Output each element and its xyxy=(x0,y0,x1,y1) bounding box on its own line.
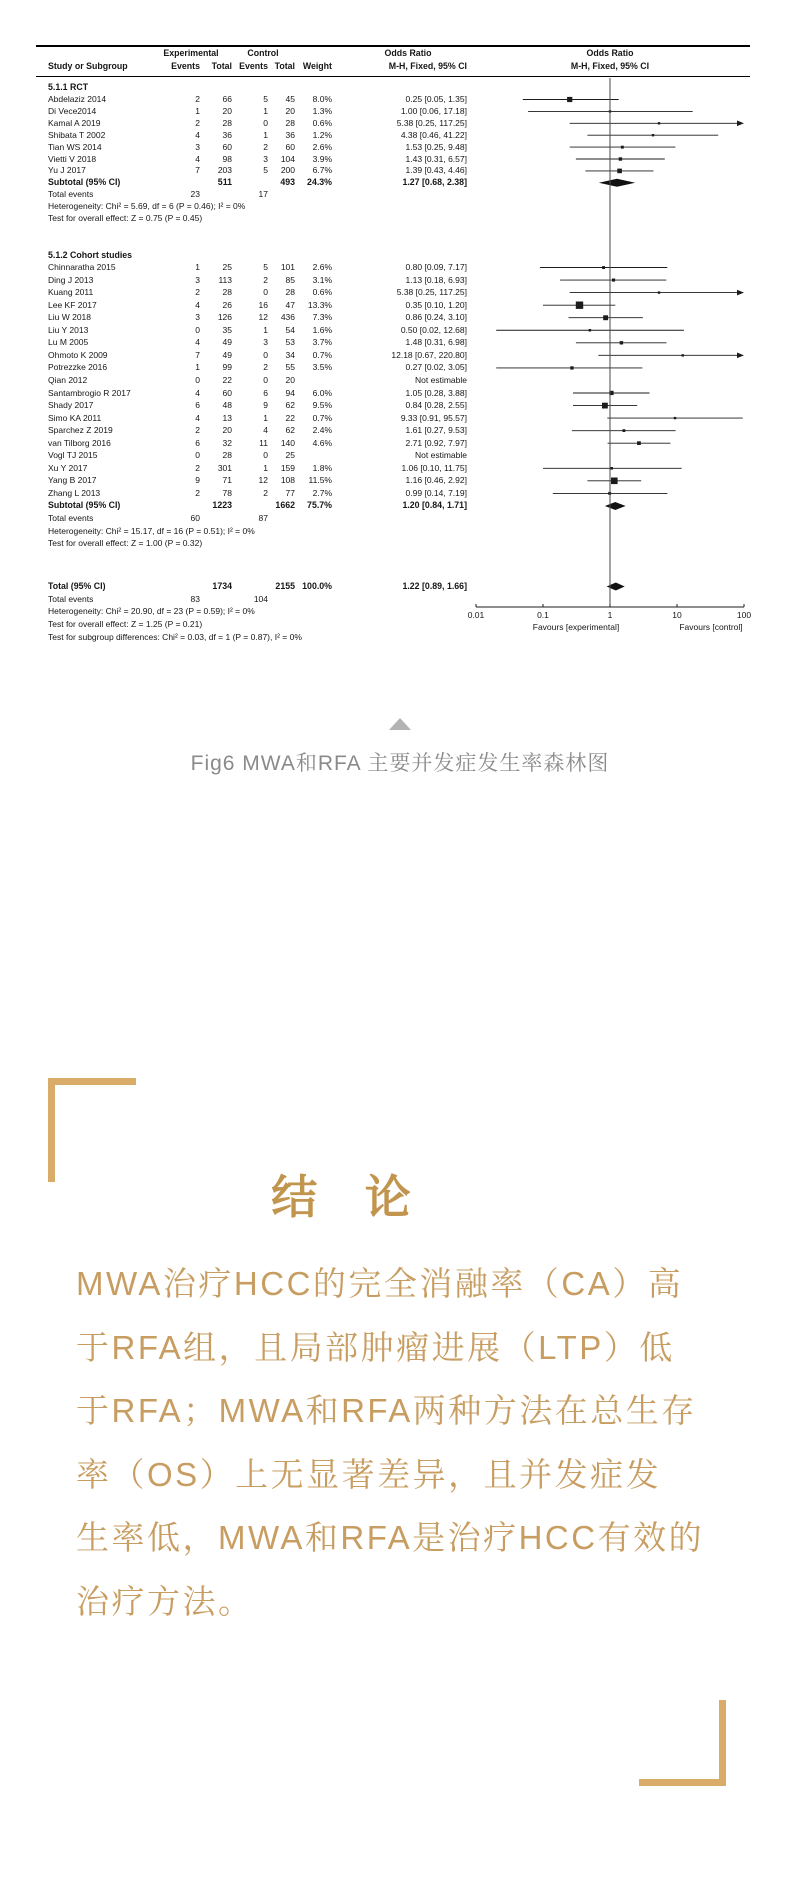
forest-cell: 3 xyxy=(195,141,200,152)
study-name: Shibata T 2002 xyxy=(48,129,106,140)
forest-cell: 20 xyxy=(285,374,295,385)
forest-cell: 87 xyxy=(258,513,268,523)
ci-text: 2.71 [0.92, 7.97] xyxy=(405,437,467,448)
forest-test-row xyxy=(36,619,750,630)
study-name: Ding J 2013 xyxy=(48,274,94,285)
forest-cell: 2.6% xyxy=(312,141,332,152)
forest-cell: 71 xyxy=(222,475,232,486)
ci-text: 0.25 [0.05, 1.35] xyxy=(405,94,467,104)
forest-cell: 0 xyxy=(195,374,200,385)
favours-left-label: Favours [experimental] xyxy=(532,622,620,632)
total-events-label: Total events xyxy=(48,593,94,604)
study-name: Liu Y 2013 xyxy=(48,324,89,335)
forest-cell: 3.5% xyxy=(312,362,332,373)
forest-cell: 34 xyxy=(285,349,295,360)
forest-cell: 301 xyxy=(217,462,232,473)
ci-text: 0.99 [0.14, 7.19] xyxy=(405,487,467,498)
forest-cell: 54 xyxy=(285,324,295,335)
forest-study-row xyxy=(36,425,750,436)
forest-cell: 7 xyxy=(195,349,200,360)
forest-cell: 126 xyxy=(217,312,232,323)
overall-effect-text: Test for overall effect: Z = 0.75 (P = 0.45) xyxy=(48,213,203,223)
forest-cell: 4 xyxy=(263,425,268,436)
forest-cell: Events xyxy=(171,61,200,71)
forest-cell: 2155 xyxy=(275,581,295,591)
forest-cell: 4 xyxy=(195,387,200,398)
bracket-horizontal-bar xyxy=(639,1779,726,1786)
forest-study-row xyxy=(36,325,750,336)
forest-cell: 2.4% xyxy=(312,425,332,436)
ci-text: Not estimable xyxy=(415,374,467,385)
forest-cell: 53 xyxy=(285,337,295,348)
subgroup-label: 5.1.1 RCT xyxy=(48,82,89,92)
forest-study-row xyxy=(36,388,750,399)
forest-cell: 28 xyxy=(222,450,232,461)
forest-study-row xyxy=(36,362,750,373)
forest-cell: 436 xyxy=(280,312,295,323)
forest-cell: 99 xyxy=(222,362,232,373)
bracket-horizontal-bar xyxy=(48,1078,136,1085)
forest-cell: 7 xyxy=(195,165,200,176)
forest-cell: 2.6% xyxy=(312,262,332,272)
figure-caption: Fig6 MWA和RFA 主要并发症发生率森林图 xyxy=(190,752,610,775)
forest-cell: 0 xyxy=(263,117,268,128)
collapse-control[interactable] xyxy=(0,718,800,730)
forest-study-row xyxy=(36,400,750,411)
forest-cell: 6 xyxy=(195,437,200,448)
forest-cell: 104 xyxy=(280,153,295,164)
forest-study-row xyxy=(36,463,750,474)
forest-study-row xyxy=(36,375,750,386)
heterogeneity-text: Heterogeneity: Chi² = 20.90, df = 23 (P = 0.59); I² = 0% xyxy=(48,606,255,617)
forest-cell: 113 xyxy=(218,274,232,285)
study-name: Tian WS 2014 xyxy=(48,141,102,152)
study-name: Lee KF 2017 xyxy=(48,299,97,310)
forest-test-row xyxy=(36,538,750,549)
study-name: Kamal A 2019 xyxy=(48,117,101,128)
forest-study-row xyxy=(36,337,750,348)
forest-cell: 1 xyxy=(263,129,268,140)
forest-cell: 45 xyxy=(285,94,295,104)
forest-cell: 28 xyxy=(285,117,295,128)
ci-text: 4.38 [0.46, 41.22] xyxy=(400,129,467,140)
forest-study-row xyxy=(36,94,750,105)
forest-study-row xyxy=(36,106,750,117)
total-events-label: Total events xyxy=(48,513,94,523)
forest-cell: 28 xyxy=(285,287,295,298)
forest-cell: 1 xyxy=(263,462,268,473)
forest-cell: 8.0% xyxy=(312,94,332,104)
ci-text: 9.33 [0.91, 95.57] xyxy=(400,412,467,423)
study-name: Kuang 2011 xyxy=(48,287,94,298)
forest-cell: 77 xyxy=(285,487,295,498)
forest-cell: 6 xyxy=(195,400,200,411)
forest-cell: 9.5% xyxy=(312,400,332,411)
forest-cell: M-H, Fixed, 95% CI xyxy=(570,61,650,71)
forest-cell: 17 xyxy=(258,189,268,200)
forest-cell: 0 xyxy=(263,287,268,298)
forest-cell: 35 xyxy=(222,324,232,335)
forest-cell: 100.0% xyxy=(302,581,332,591)
forest-cell: 25 xyxy=(222,262,232,272)
conclusion-line: 率（OS）上无显著差异，且并发症发 xyxy=(76,1455,662,1493)
forest-cell: 6.7% xyxy=(312,165,332,176)
forest-cell: 203 xyxy=(217,165,232,176)
forest-study-row xyxy=(36,262,750,273)
ci-text: 1.16 [0.46, 2.92] xyxy=(405,475,467,486)
forest-cell: 36 xyxy=(285,129,295,140)
forest-study-row xyxy=(36,118,750,129)
study-name: Shady 2017 xyxy=(48,400,94,411)
subgroup-test-text: Test for subgroup differences: Chi² = 0.03, df = 1 (P = 0.87), I² = 0% xyxy=(48,631,302,642)
forest-cell: 2 xyxy=(263,487,268,498)
forest-cell: 3 xyxy=(263,337,268,348)
ci-text: 1.61 [0.27, 9.53] xyxy=(405,425,467,436)
forest-cell: 24.3% xyxy=(307,177,332,188)
conclusion-line: MWA治疗HCC的完全消融率（CA）高 xyxy=(76,1265,684,1302)
forest-cell: 1 xyxy=(195,105,200,116)
forest-cell: 11.5% xyxy=(308,475,332,486)
forest-cell: 2 xyxy=(263,362,268,373)
forest-study-row xyxy=(36,154,750,165)
conclusion-line: 于RFA组，且局部肿瘤进展（LTP）低 xyxy=(76,1328,675,1366)
forest-subgroup-test-row xyxy=(36,632,750,643)
forest-cell: 1734 xyxy=(212,581,232,591)
study-name: Lu M 2005 xyxy=(48,337,89,348)
ci-text: 5.38 [0.25, 117.25] xyxy=(396,287,467,298)
forest-cell: 49 xyxy=(222,337,232,348)
forest-cell: 1.8% xyxy=(312,462,332,473)
ci-text: 0.84 [0.28, 2.55] xyxy=(405,400,467,411)
forest-total-row xyxy=(36,581,750,592)
forest-header-row xyxy=(36,48,750,59)
forest-cell: 6 xyxy=(263,387,268,398)
study-name: Vietti V 2018 xyxy=(48,153,97,164)
corner-bracket-top-left-icon xyxy=(48,1078,136,1182)
forest-cell: 6.0% xyxy=(312,387,332,398)
axis-tick-label: 0.01 xyxy=(467,610,485,620)
forest-cell: 1 xyxy=(263,412,268,423)
forest-cell: 2 xyxy=(195,117,200,128)
forest-cell: 60 xyxy=(285,141,295,152)
forest-header-row xyxy=(36,61,750,72)
study-name: Ohmoto K 2009 xyxy=(48,349,108,360)
col-odds-ratio-text: Odds Ratio xyxy=(384,48,432,58)
forest-heterogeneity-row xyxy=(36,201,750,212)
total-label: Total (95% CI) xyxy=(48,581,106,591)
collapse-triangle-icon[interactable] xyxy=(389,718,411,730)
forest-cell: 0.6% xyxy=(312,117,332,128)
forest-cell: 11 xyxy=(259,437,268,448)
subgroup-label: 5.1.2 Cohort studies xyxy=(48,250,133,260)
forest-total-events-row xyxy=(36,594,750,605)
forest-cell: Events xyxy=(239,61,268,71)
study-name: Qian 2012 xyxy=(48,374,88,385)
forest-subtotal-row xyxy=(36,177,750,188)
forest-cell: 5 xyxy=(263,165,268,176)
study-name: Abdelaziz 2014 xyxy=(48,94,107,104)
forest-cell: 60 xyxy=(190,513,200,523)
ci-text: 1.20 [0.84, 1.71] xyxy=(402,500,467,511)
forest-cell: 5 xyxy=(263,94,268,104)
forest-cell: Total xyxy=(211,61,232,71)
forest-cell: 2 xyxy=(263,141,268,152)
forest-cell: 1 xyxy=(195,262,200,272)
forest-cell: 60 xyxy=(222,141,232,152)
study-name: Chinnaratha 2015 xyxy=(48,262,116,272)
forest-cell: 9 xyxy=(195,475,200,486)
forest-study-row xyxy=(36,287,750,298)
forest-cell: 83 xyxy=(190,593,200,604)
forest-subtotal-row xyxy=(36,500,750,511)
forest-cell: Weight xyxy=(302,61,332,71)
bracket-vertical-bar xyxy=(719,1700,726,1786)
forest-cell: 2 xyxy=(195,94,200,104)
ci-text: 0.50 [0.02, 12.68] xyxy=(400,324,467,335)
forest-cell: 62 xyxy=(285,425,295,436)
col-group-experimental: Experimental xyxy=(163,48,219,58)
overall-effect-text: Test for overall effect: Z = 1.25 (P = 0.21) xyxy=(48,619,203,630)
forest-cell: 94 xyxy=(285,387,295,398)
header-rule xyxy=(36,76,750,77)
ci-text: 1.13 [0.18, 6.93] xyxy=(405,274,467,285)
forest-total-events-row xyxy=(36,189,750,200)
forest-cell: 75.7% xyxy=(307,500,332,511)
forest-study-row xyxy=(36,488,750,499)
ci-text: 1.00 [0.06, 17.18] xyxy=(400,105,467,116)
forest-cell: 200 xyxy=(280,165,295,176)
forest-cell: 28 xyxy=(222,287,232,298)
forest-cell: 0 xyxy=(195,450,200,461)
forest-cell: 32 xyxy=(222,437,232,448)
forest-cell: 3.7% xyxy=(312,337,332,348)
ci-text: 1.06 [0.10, 11.75] xyxy=(401,462,467,473)
subtotal-label: Subtotal (95% CI) xyxy=(48,500,121,511)
col-group-control: Control xyxy=(247,48,279,58)
forest-study-row xyxy=(36,130,750,141)
ci-text: 1.53 [0.25, 9.48] xyxy=(405,141,467,152)
forest-cell: 47 xyxy=(285,299,295,310)
axis-tick-label: 1 xyxy=(607,610,613,620)
study-name: Xu Y 2017 xyxy=(48,462,88,473)
forest-cell: 13 xyxy=(222,412,232,423)
ci-text: 0.80 [0.09, 7.17] xyxy=(405,262,467,272)
conclusion-line: 生率低，MWA和RFA是治疗HCC有效的 xyxy=(76,1519,705,1556)
forest-cell: 0 xyxy=(195,324,200,335)
ci-text: 12.18 [0.67, 220.80] xyxy=(391,349,467,360)
forest-cell: 159 xyxy=(280,462,295,473)
forest-cell: 36 xyxy=(222,129,232,140)
conclusion-line: 治疗方法。 xyxy=(76,1582,254,1620)
forest-cell: 3.1% xyxy=(312,274,332,285)
forest-cell: 140 xyxy=(280,437,295,448)
heterogeneity-text: Heterogeneity: Chi² = 15.17, df = 16 (P = 0.51); I² = 0% xyxy=(48,525,255,536)
forest-cell: 13.3% xyxy=(307,299,332,310)
forest-cell: 1662 xyxy=(275,500,295,511)
subtotal-label: Subtotal (95% CI) xyxy=(48,177,121,188)
ci-text: 1.48 [0.31, 6.98] xyxy=(405,337,467,348)
forest-cell: M-H, Fixed, 95% CI xyxy=(388,61,467,71)
study-name: Santambrogio R 2017 xyxy=(48,387,131,398)
overall-effect-text: Test for overall effect: Z = 1.00 (P = 0.32) xyxy=(48,538,203,549)
forest-cell: 108 xyxy=(280,475,295,486)
forest-cell: 4 xyxy=(195,299,200,310)
forest-cell: 3 xyxy=(195,312,200,323)
ci-text: 0.35 [0.10, 1.20] xyxy=(405,299,467,310)
forest-cell: 4 xyxy=(195,412,200,423)
study-name: Zhang L 2013 xyxy=(48,487,101,498)
forest-cell: 1 xyxy=(263,105,268,116)
col-odds-ratio-graph: Odds Ratio xyxy=(586,48,634,58)
forest-cell: 1223 xyxy=(212,500,232,511)
forest-cell: 55 xyxy=(285,362,295,373)
forest-total-events-row xyxy=(36,513,750,524)
forest-study-row xyxy=(36,312,750,323)
forest-study-row xyxy=(36,300,750,311)
corner-bracket-bottom-right-icon xyxy=(639,1700,726,1786)
forest-heterogeneity-row xyxy=(36,606,750,617)
forest-cell: 0 xyxy=(263,374,268,385)
forest-cell: 1 xyxy=(195,362,200,373)
forest-cell: 0 xyxy=(263,349,268,360)
forest-cell: 20 xyxy=(222,425,232,436)
conclusion-body xyxy=(76,1252,705,1633)
forest-cell: 101 xyxy=(280,262,295,272)
forest-cell: 3 xyxy=(195,274,200,285)
forest-cell: 2 xyxy=(195,287,200,298)
forest-cell: 2 xyxy=(195,425,200,436)
forest-study-row xyxy=(36,350,750,361)
ci-text: 5.38 [0.25, 117.25] xyxy=(396,117,467,128)
forest-study-row xyxy=(36,438,750,449)
study-name: Di Vece2014 xyxy=(48,105,97,116)
forest-study-row xyxy=(36,165,750,176)
ci-text: 0.86 [0.24, 3.10] xyxy=(405,312,467,323)
study-name: Liu W 2018 xyxy=(48,312,91,323)
axis-tick-label: 10 xyxy=(672,610,682,620)
conclusion-line: 于RFA；MWA和RFA两种方法在总生存 xyxy=(76,1392,697,1429)
forest-cell: 2 xyxy=(263,274,268,285)
study-name: Simo KA 2011 xyxy=(48,412,102,423)
forest-cell: 48 xyxy=(222,400,232,411)
forest-cell: 493 xyxy=(280,177,295,188)
forest-cell: 2 xyxy=(195,487,200,498)
study-name: Potrezzke 2016 xyxy=(48,362,108,373)
forest-cell: 4.6% xyxy=(312,437,332,448)
ci-text: 0.27 [0.02, 3.05] xyxy=(405,362,467,373)
forest-cell: 0 xyxy=(263,450,268,461)
forest-cell: 104 xyxy=(253,593,268,604)
study-name: van Tilborg 2016 xyxy=(48,437,111,448)
forest-test-row xyxy=(36,213,750,224)
forest-cell: 23 xyxy=(190,189,200,200)
top-rule xyxy=(36,45,750,47)
forest-heterogeneity-row xyxy=(36,526,750,537)
forest-plot xyxy=(36,45,750,645)
forest-cell: 62 xyxy=(285,400,295,411)
bracket-vertical-bar xyxy=(48,1078,55,1182)
forest-cell: 1.3% xyxy=(312,105,332,116)
conclusion-title: 结 论 xyxy=(271,1172,429,1223)
forest-cell: 5 xyxy=(263,262,268,272)
forest-cell: 2 xyxy=(195,462,200,473)
forest-cell: 49 xyxy=(222,349,232,360)
forest-cell: 2.7% xyxy=(312,487,332,498)
forest-cell: 22 xyxy=(285,412,295,423)
forest-study-row xyxy=(36,275,750,286)
forest-cell: 28 xyxy=(222,117,232,128)
forest-cell: 25 xyxy=(285,450,295,461)
total-events-label: Total events xyxy=(48,189,94,200)
axis-tick-label: 100 xyxy=(736,610,752,620)
forest-subgroup-row xyxy=(36,250,750,261)
heterogeneity-text: Heterogeneity: Chi² = 5.69, df = 6 (P = 0.46); I² = 0% xyxy=(48,201,246,212)
forest-cell: 3.9% xyxy=(312,153,332,164)
ci-text: 1.39 [0.43, 4.46] xyxy=(405,165,467,176)
forest-cell: 16 xyxy=(258,299,268,310)
forest-cell: 1.6% xyxy=(312,324,332,335)
study-name: Vogl TJ 2015 xyxy=(48,450,98,461)
forest-cell: Total xyxy=(274,61,295,71)
forest-cell: 98 xyxy=(222,153,232,164)
forest-cell: 1.2% xyxy=(312,129,332,140)
forest-cell: 3 xyxy=(263,153,268,164)
ci-text: 1.27 [0.68, 2.38] xyxy=(402,177,467,188)
forest-cell: 0.7% xyxy=(312,349,332,360)
study-name: Yu J 2017 xyxy=(48,165,86,176)
forest-cell: 4 xyxy=(195,129,200,140)
ci-text: 1.05 [0.28, 3.88] xyxy=(405,387,467,398)
forest-study-row xyxy=(36,450,750,461)
axis-tick-label: 0.1 xyxy=(537,610,549,620)
forest-cell: 9 xyxy=(263,400,268,411)
col-study: Study or Subgroup xyxy=(48,61,128,71)
forest-cell: 4 xyxy=(195,337,200,348)
forest-cell: 1 xyxy=(263,324,268,335)
forest-cell: 511 xyxy=(217,177,232,188)
ci-text: Not estimable xyxy=(415,450,467,461)
forest-cell: 12 xyxy=(258,475,268,486)
forest-study-row xyxy=(36,142,750,153)
ci-text: 1.22 [0.89, 1.66] xyxy=(402,581,467,591)
forest-subgroup-row xyxy=(36,82,750,93)
ci-text: 1.43 [0.31, 6.57] xyxy=(405,153,467,164)
study-name: Sparchez Z 2019 xyxy=(48,425,113,436)
forest-study-row xyxy=(36,413,750,424)
forest-cell: 20 xyxy=(222,105,232,116)
forest-cell: 20 xyxy=(285,105,295,116)
study-name: Yang B 2017 xyxy=(48,475,97,486)
forest-cell: 12 xyxy=(258,312,268,323)
forest-cell: 0.6% xyxy=(312,287,332,298)
forest-cell: 66 xyxy=(222,94,232,104)
forest-cell: 60 xyxy=(222,387,232,398)
forest-cell: 0.7% xyxy=(312,412,332,423)
forest-cell: 85 xyxy=(285,274,295,285)
forest-cell: 78 xyxy=(222,487,232,498)
forest-cell: 22 xyxy=(222,374,232,385)
favours-right-label: Favours [control] xyxy=(679,622,743,632)
forest-cell: 26 xyxy=(222,299,232,310)
forest-cell: 7.3% xyxy=(312,312,332,323)
forest-study-row xyxy=(36,475,750,486)
forest-cell: 4 xyxy=(195,153,200,164)
